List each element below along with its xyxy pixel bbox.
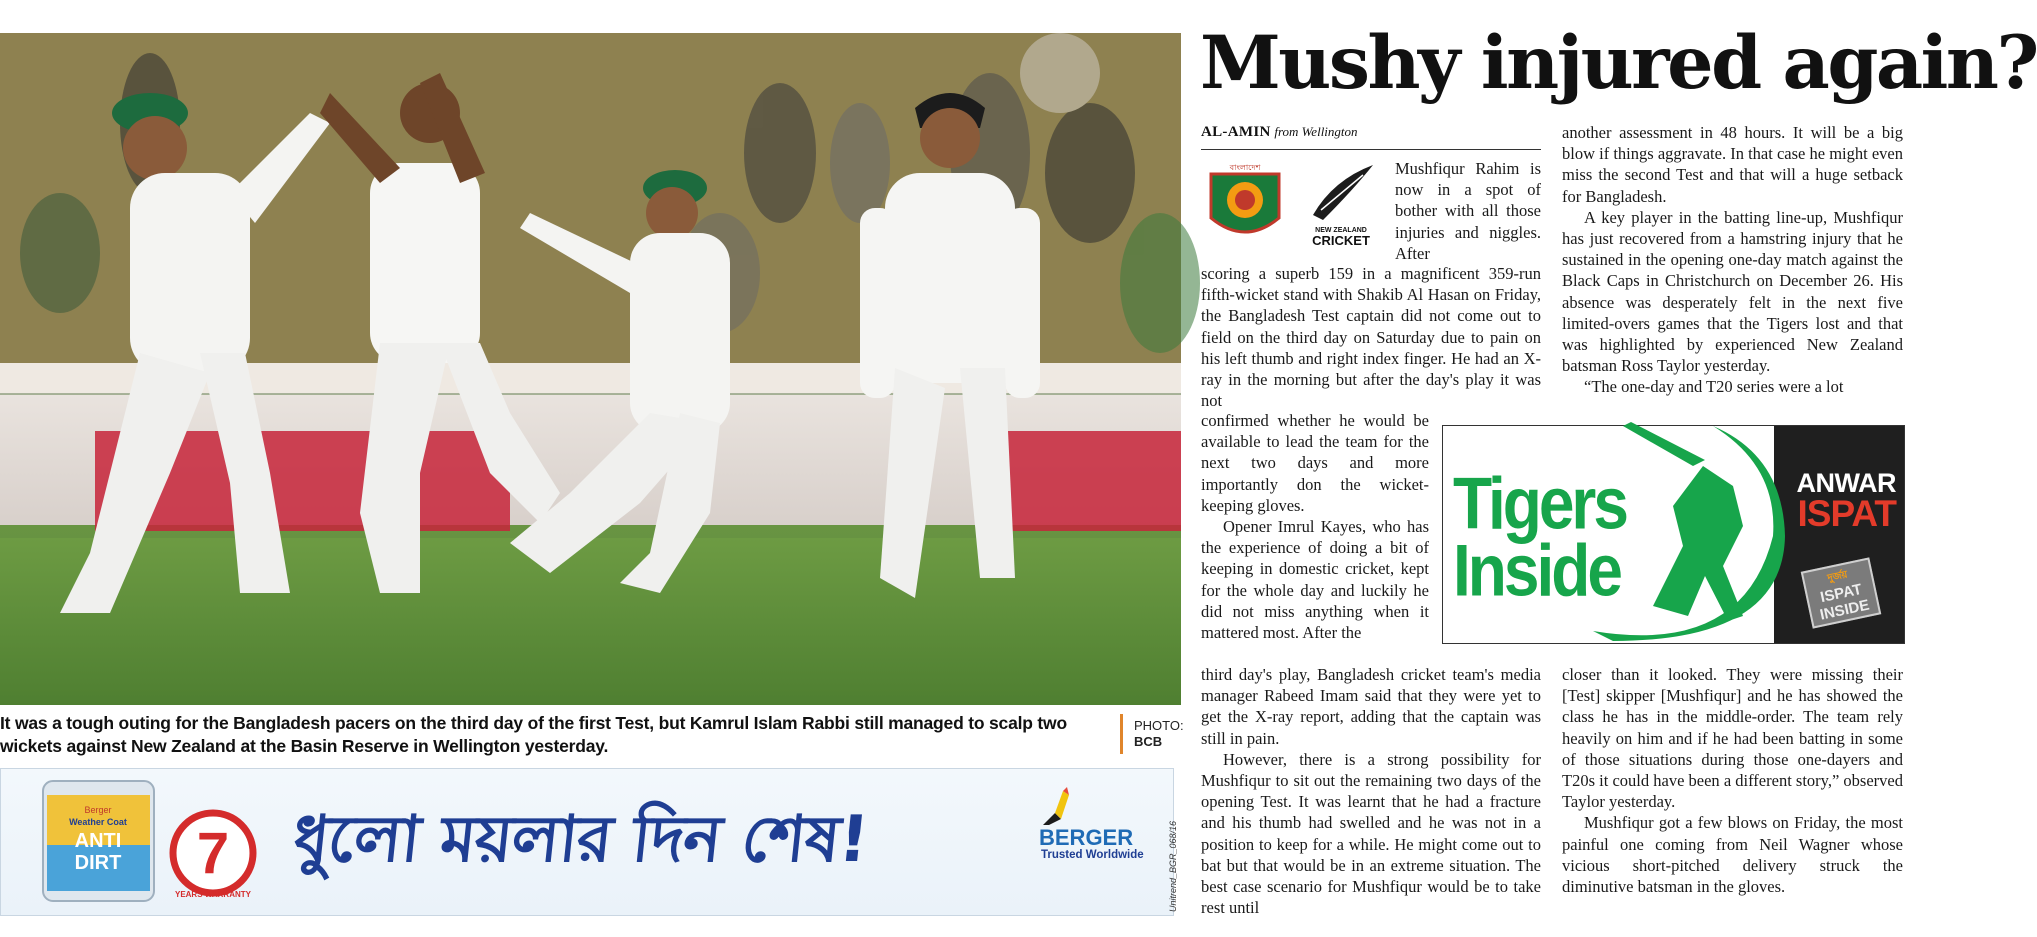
article-col2-top: [1562, 122, 1903, 398]
photo-caption: It was a tough outing for the Bangladesh pacers on the third day of the first Test, but Kamrul Islam Rabbi still managed to scalp two wickets against New Zealand at the Basin Reserve in Wellington yesterday.: [0, 713, 1067, 756]
byline-author: AL-AMIN: [1201, 124, 1271, 140]
warranty-badge: [169, 801, 257, 901]
article-paragraph: “The one-day and T20 series were a lot: [1584, 377, 1844, 397]
berger-tagline: Trusted Worldwide: [1041, 849, 1144, 861]
byline-divider: [1201, 149, 1541, 150]
nz-cricket-logo: [1312, 165, 1373, 248]
player-figure-4: [820, 58, 1080, 698]
headline: Mushy injured again?: [1200, 20, 2037, 106]
article-col1-intro: [1395, 158, 1541, 264]
article-paragraph: A key player in the batting line-up, Mushfiqur has just recovered from a hamstring injury that he sustained in the opening one-day match against the Black Caps in Christchurch on December 26. His absence was desperately felt in the next five limited-overs games that the Tigers lost and that was highlighted by experienced New Zealand batsman Ross Taylor yesterday.: [1562, 207, 1903, 376]
player-figure-3: [490, 133, 770, 693]
article-col1-narrow: [1201, 410, 1429, 643]
sponsor-ispat: ISPAT: [1797, 493, 1896, 534]
ad-code: Unitrend_BGR_068/16: [1168, 820, 1178, 912]
berger-brand: BERGER: [1039, 825, 1134, 850]
byline-location: from Wellington: [1274, 124, 1358, 139]
bucket-line: Weather Coat: [69, 817, 127, 827]
nz-logo-top: NEW ZEALAND: [1315, 227, 1367, 234]
match-photo: [0, 33, 1181, 705]
article-paragraph: closer than it looked. They were missing their [Test] skipper [Mushfiqur] and he has showed the class he has in the middle-order. The team rely heavily on him and if he had been batting in some of those situations during those one-dayers and T20s it could have been a different story,” observed Taylor yesterday.: [1562, 665, 1903, 812]
bucket-brand: Berger: [84, 805, 112, 815]
tigers-line-2: Inside: [1453, 528, 1620, 612]
article-paragraph: confirmed whether he would be available to lead the team for the next two days and more importantly don the wicket-keeping gloves.: [1201, 411, 1429, 515]
photo-credit-label: PHOTO:: [1134, 718, 1184, 733]
photo-credit: [1134, 718, 1184, 750]
berger-brush-logo: [1041, 787, 1069, 825]
berger-advertisement: [0, 768, 1174, 916]
bucket-name-2: DIRT: [74, 852, 122, 874]
article-col1-wide: [1201, 263, 1541, 411]
bucket-name-1: ANTI: [74, 830, 122, 852]
byline: [1201, 124, 1358, 141]
photo-credit-source: BCB: [1134, 734, 1163, 749]
ispat-badge-top: দুর্জয়: [1826, 569, 1849, 585]
article-paragraph: Opener Imrul Kayes, who has the experience of doing a bit of keeping in domestic cricket, kept for the whole day and luckily he did not miss anything when it mattered most. After the: [1201, 517, 1429, 643]
team-logos: [1203, 160, 1393, 248]
article-paragraph: Mushfiqur got a few blows on Friday, the most painful one coming from Neil Wagner whose vicious short-pitched delivery struck the diminutive batsman in the gloves.: [1562, 813, 1903, 897]
bcb-logo: [1211, 163, 1279, 232]
article-paragraph: However, there is a strong possibility for Mushfiqur to sit out the remaining two days of the opening Test. It was learnt that he had a fracture and his thumb had swelled and he was not in a position to keep for a while. He might come out to bat but that would be in an extreme situation. The best case scenario for Mushfiqur would be to take rest until: [1201, 749, 1541, 918]
article-paragraph: third day's play, Bangladesh cricket team's media manager Rabeed Imam said that they were yet to get the X-ray report, adding that the captain was still in pain.: [1201, 665, 1541, 748]
berger-slogan: ধুলো ময়লার দিন শেষ!: [289, 803, 872, 877]
warranty-number: 7: [196, 821, 230, 886]
paint-bucket-icon: [41, 775, 156, 907]
tigers-line-1: Tigers: [1453, 461, 1626, 545]
nz-logo-bottom: CRICKET: [1312, 233, 1370, 248]
article-paragraph: another assessment in 48 hours. It will be a big blow if things aggravate. In that case he might even miss the second Test and that will a huge setback for Bangladesh.: [1562, 123, 1903, 206]
tigers-inside-title: [1453, 461, 1626, 612]
article-col1-bottom: [1201, 664, 1541, 918]
sponsor-anwar: ANWAR: [1796, 468, 1896, 498]
article-paragraph: Mushfiqur Rahim is now in a spot of bother with all those injuries and niggles. After: [1395, 159, 1541, 263]
tigers-inside-advertisement: [1442, 425, 1905, 644]
warranty-text: YEARS WARRANTY: [174, 890, 252, 899]
article-paragraph: scoring a superb 159 in a magnificent 359-run fifth-wicket stand with Shakib Al Hasan on Friday, the Bangladesh Test captain did not come out to field on the third day on Saturday due to pain on his left thumb and right index finger. He had an X-ray in the morning but after the day's play it was not: [1201, 264, 1541, 411]
ispat-badge-text: ISPAT INSIDE: [1818, 580, 1871, 624]
bcb-logo-label: বাংলাদেশ: [1229, 163, 1261, 172]
article-col2-bottom: [1562, 664, 1903, 897]
credit-divider: [1120, 714, 1123, 754]
